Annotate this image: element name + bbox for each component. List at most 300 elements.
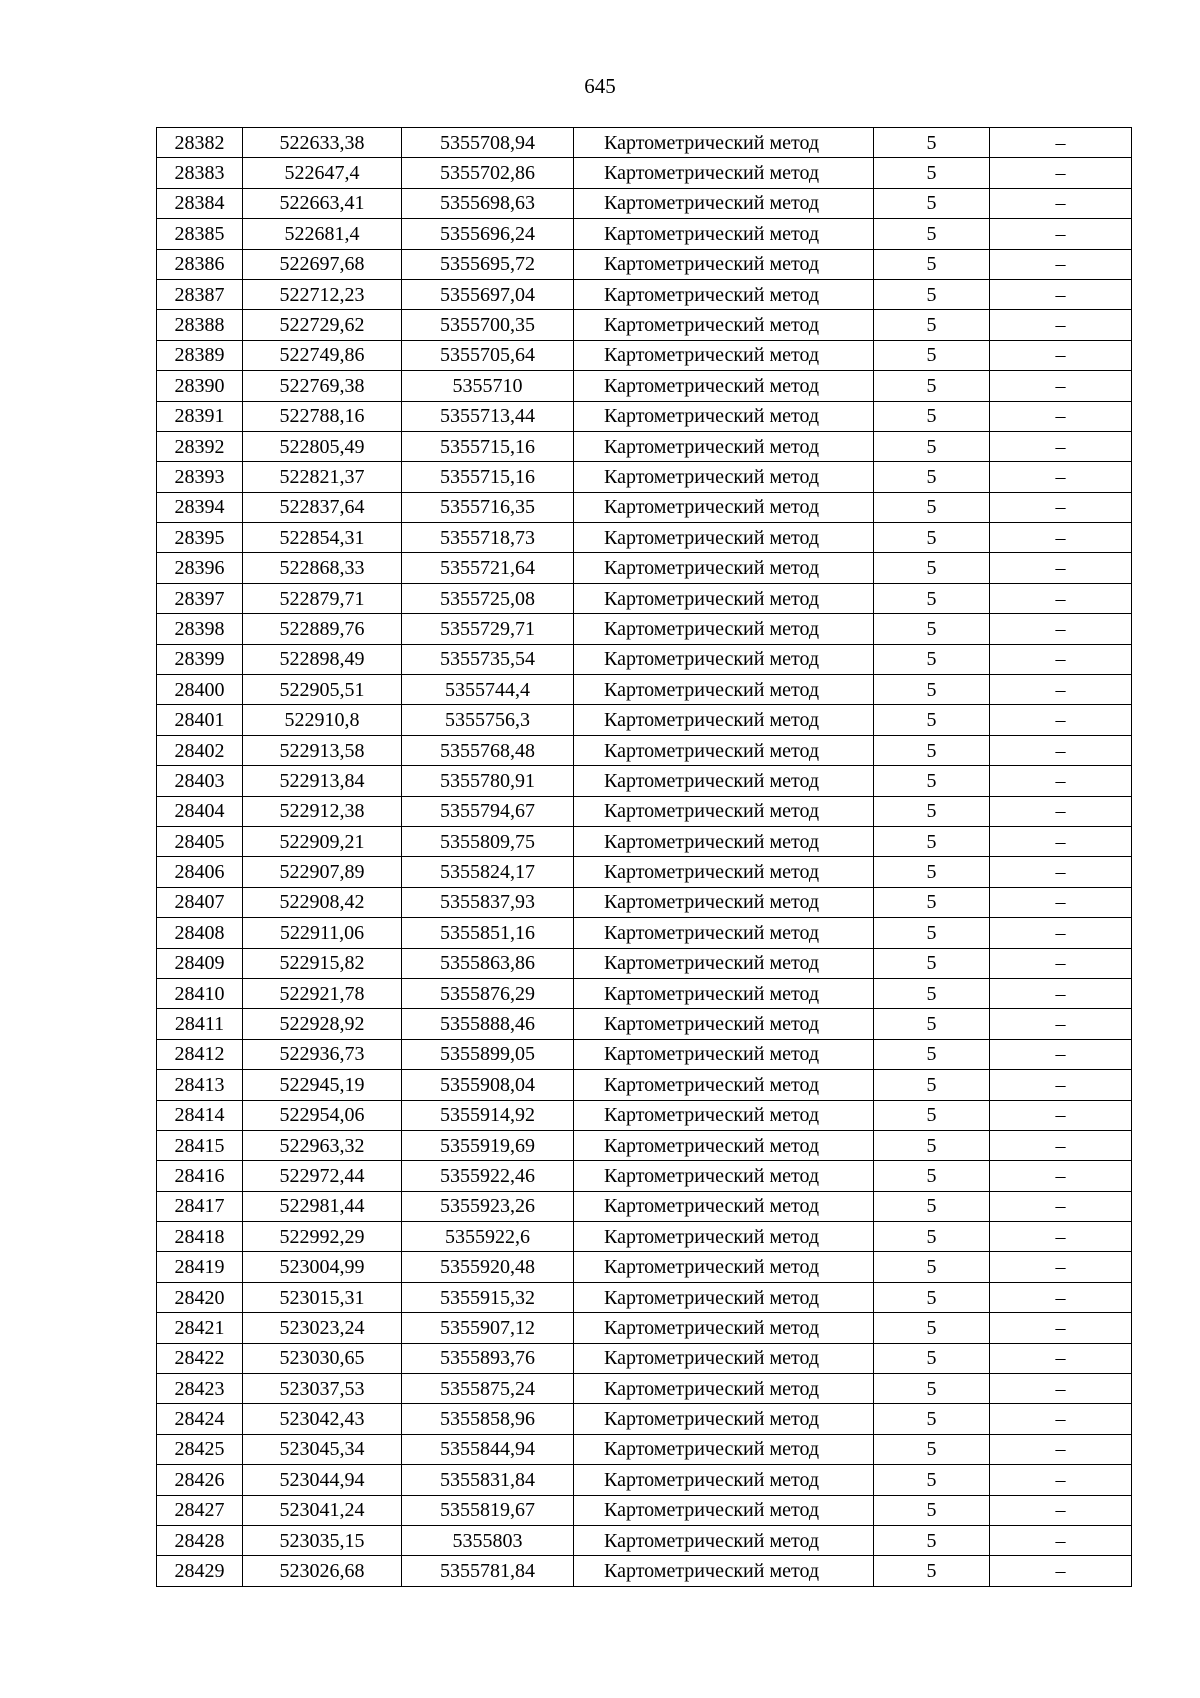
method-cell: Картометрический метод — [574, 371, 874, 401]
accuracy-cell: 5 — [874, 340, 990, 370]
x-coordinate-cell: 523042,43 — [243, 1404, 402, 1434]
table-row — [157, 1252, 1132, 1282]
note-cell: – — [990, 918, 1132, 948]
table-row — [157, 1465, 1132, 1495]
point-number-cell: 28416 — [157, 1161, 243, 1191]
accuracy-cell: 5 — [874, 371, 990, 401]
method-cell: Картометрический метод — [574, 705, 874, 735]
y-coordinate-cell: 5355914,92 — [402, 1100, 574, 1130]
table-row — [157, 310, 1132, 340]
note-cell: – — [990, 1100, 1132, 1130]
x-coordinate-cell: 522911,06 — [243, 918, 402, 948]
table-row — [157, 1282, 1132, 1312]
note-cell: – — [990, 766, 1132, 796]
note-cell: – — [990, 1495, 1132, 1525]
y-coordinate-cell: 5355698,63 — [402, 188, 574, 218]
table-row — [157, 857, 1132, 887]
x-coordinate-cell: 522928,92 — [243, 1009, 402, 1039]
y-coordinate-cell: 5355710 — [402, 371, 574, 401]
note-cell: – — [990, 857, 1132, 887]
accuracy-cell: 5 — [874, 1100, 990, 1130]
point-number-cell: 28424 — [157, 1404, 243, 1434]
table-row — [157, 887, 1132, 917]
x-coordinate-cell: 523045,34 — [243, 1434, 402, 1464]
point-number-cell: 28398 — [157, 614, 243, 644]
point-number-cell: 28408 — [157, 918, 243, 948]
accuracy-cell: 5 — [874, 1434, 990, 1464]
y-coordinate-cell: 5355831,84 — [402, 1465, 574, 1495]
accuracy-cell: 5 — [874, 675, 990, 705]
y-coordinate-cell: 5355907,12 — [402, 1313, 574, 1343]
y-coordinate-cell: 5355756,3 — [402, 705, 574, 735]
table-row — [157, 1343, 1132, 1373]
method-cell: Картометрический метод — [574, 1434, 874, 1464]
point-number-cell: 28383 — [157, 158, 243, 188]
accuracy-cell: 5 — [874, 1070, 990, 1100]
y-coordinate-cell: 5355893,76 — [402, 1343, 574, 1373]
method-cell: Картометрический метод — [574, 1495, 874, 1525]
note-cell: – — [990, 279, 1132, 309]
table-row — [157, 431, 1132, 461]
note-cell: – — [990, 1556, 1132, 1586]
coordinates-table-body — [157, 128, 1132, 1587]
x-coordinate-cell: 522992,29 — [243, 1222, 402, 1252]
y-coordinate-cell: 5355794,67 — [402, 796, 574, 826]
point-number-cell: 28396 — [157, 553, 243, 583]
method-cell: Картометрический метод — [574, 1313, 874, 1343]
accuracy-cell: 5 — [874, 826, 990, 856]
table-row — [157, 401, 1132, 431]
method-cell: Картометрический метод — [574, 1191, 874, 1221]
table-row — [157, 583, 1132, 613]
method-cell: Картометрический метод — [574, 523, 874, 553]
note-cell: – — [990, 1282, 1132, 1312]
note-cell: – — [990, 462, 1132, 492]
method-cell: Картометрический метод — [574, 1252, 874, 1282]
x-coordinate-cell: 523015,31 — [243, 1282, 402, 1312]
point-number-cell: 28384 — [157, 188, 243, 218]
accuracy-cell: 5 — [874, 614, 990, 644]
y-coordinate-cell: 5355768,48 — [402, 735, 574, 765]
y-coordinate-cell: 5355837,93 — [402, 887, 574, 917]
x-coordinate-cell: 522913,58 — [243, 735, 402, 765]
y-coordinate-cell: 5355700,35 — [402, 310, 574, 340]
note-cell: – — [990, 796, 1132, 826]
table-row — [157, 128, 1132, 158]
table-row — [157, 796, 1132, 826]
y-coordinate-cell: 5355721,64 — [402, 553, 574, 583]
point-number-cell: 28421 — [157, 1313, 243, 1343]
point-number-cell: 28418 — [157, 1222, 243, 1252]
point-number-cell: 28413 — [157, 1070, 243, 1100]
table-row — [157, 462, 1132, 492]
point-number-cell: 28382 — [157, 128, 243, 158]
method-cell: Картометрический метод — [574, 340, 874, 370]
table-row — [157, 1222, 1132, 1252]
point-number-cell: 28414 — [157, 1100, 243, 1130]
point-number-cell: 28386 — [157, 249, 243, 279]
x-coordinate-cell: 522837,64 — [243, 492, 402, 522]
table-row — [157, 279, 1132, 309]
note-cell: – — [990, 1374, 1132, 1404]
x-coordinate-cell: 522910,8 — [243, 705, 402, 735]
y-coordinate-cell: 5355705,64 — [402, 340, 574, 370]
point-number-cell: 28406 — [157, 857, 243, 887]
method-cell: Картометрический метод — [574, 918, 874, 948]
y-coordinate-cell: 5355819,67 — [402, 1495, 574, 1525]
accuracy-cell: 5 — [874, 705, 990, 735]
method-cell: Картометрический метод — [574, 310, 874, 340]
x-coordinate-cell: 522981,44 — [243, 1191, 402, 1221]
note-cell: – — [990, 583, 1132, 613]
note-cell: – — [990, 1313, 1132, 1343]
point-number-cell: 28411 — [157, 1009, 243, 1039]
point-number-cell: 28388 — [157, 310, 243, 340]
table-row — [157, 219, 1132, 249]
accuracy-cell: 5 — [874, 583, 990, 613]
x-coordinate-cell: 522972,44 — [243, 1161, 402, 1191]
note-cell: – — [990, 1009, 1132, 1039]
y-coordinate-cell: 5355919,69 — [402, 1130, 574, 1160]
x-coordinate-cell: 522769,38 — [243, 371, 402, 401]
coordinates-table — [156, 127, 1132, 1587]
accuracy-cell: 5 — [874, 1495, 990, 1525]
method-cell: Картометрический метод — [574, 1282, 874, 1312]
note-cell: – — [990, 1222, 1132, 1252]
accuracy-cell: 5 — [874, 1404, 990, 1434]
method-cell: Картометрический метод — [574, 553, 874, 583]
page-number: 645 — [584, 74, 616, 98]
accuracy-cell: 5 — [874, 766, 990, 796]
note-cell: – — [990, 1039, 1132, 1069]
y-coordinate-cell: 5355888,46 — [402, 1009, 574, 1039]
accuracy-cell: 5 — [874, 1222, 990, 1252]
method-cell: Картометрический метод — [574, 887, 874, 917]
point-number-cell: 28419 — [157, 1252, 243, 1282]
y-coordinate-cell: 5355899,05 — [402, 1039, 574, 1069]
x-coordinate-cell: 523030,65 — [243, 1343, 402, 1373]
note-cell: – — [990, 310, 1132, 340]
method-cell: Картометрический метод — [574, 978, 874, 1008]
note-cell: – — [990, 614, 1132, 644]
x-coordinate-cell: 522915,82 — [243, 948, 402, 978]
point-number-cell: 28405 — [157, 826, 243, 856]
y-coordinate-cell: 5355858,96 — [402, 1404, 574, 1434]
accuracy-cell: 5 — [874, 462, 990, 492]
x-coordinate-cell: 523037,53 — [243, 1374, 402, 1404]
table-row — [157, 1130, 1132, 1160]
accuracy-cell: 5 — [874, 431, 990, 461]
accuracy-cell: 5 — [874, 1343, 990, 1373]
accuracy-cell: 5 — [874, 1282, 990, 1312]
table-row — [157, 1404, 1132, 1434]
point-number-cell: 28429 — [157, 1556, 243, 1586]
method-cell: Картометрический метод — [574, 766, 874, 796]
x-coordinate-cell: 522908,42 — [243, 887, 402, 917]
x-coordinate-cell: 523041,24 — [243, 1495, 402, 1525]
x-coordinate-cell: 522954,06 — [243, 1100, 402, 1130]
point-number-cell: 28385 — [157, 219, 243, 249]
x-coordinate-cell: 522936,73 — [243, 1039, 402, 1069]
method-cell: Картометрический метод — [574, 1343, 874, 1373]
method-cell: Картометрический метод — [574, 857, 874, 887]
accuracy-cell: 5 — [874, 1525, 990, 1555]
y-coordinate-cell: 5355729,71 — [402, 614, 574, 644]
x-coordinate-cell: 522912,38 — [243, 796, 402, 826]
method-cell: Картометрический метод — [574, 1374, 874, 1404]
y-coordinate-cell: 5355702,86 — [402, 158, 574, 188]
note-cell: – — [990, 128, 1132, 158]
table-row — [157, 371, 1132, 401]
point-number-cell: 28399 — [157, 644, 243, 674]
point-number-cell: 28393 — [157, 462, 243, 492]
method-cell: Картометрический метод — [574, 1465, 874, 1495]
table-row — [157, 1039, 1132, 1069]
x-coordinate-cell: 523044,94 — [243, 1465, 402, 1495]
y-coordinate-cell: 5355715,16 — [402, 462, 574, 492]
y-coordinate-cell: 5355863,86 — [402, 948, 574, 978]
accuracy-cell: 5 — [874, 1556, 990, 1586]
x-coordinate-cell: 522905,51 — [243, 675, 402, 705]
x-coordinate-cell: 522963,32 — [243, 1130, 402, 1160]
x-coordinate-cell: 522898,49 — [243, 644, 402, 674]
x-coordinate-cell: 523023,24 — [243, 1313, 402, 1343]
accuracy-cell: 5 — [874, 735, 990, 765]
y-coordinate-cell: 5355920,48 — [402, 1252, 574, 1282]
accuracy-cell: 5 — [874, 887, 990, 917]
method-cell: Картометрический метод — [574, 583, 874, 613]
method-cell: Картометрический метод — [574, 644, 874, 674]
point-number-cell: 28428 — [157, 1525, 243, 1555]
method-cell: Картометрический метод — [574, 1222, 874, 1252]
table-row — [157, 1009, 1132, 1039]
y-coordinate-cell: 5355781,84 — [402, 1556, 574, 1586]
method-cell: Картометрический метод — [574, 431, 874, 461]
point-number-cell: 28410 — [157, 978, 243, 1008]
note-cell: – — [990, 340, 1132, 370]
accuracy-cell: 5 — [874, 857, 990, 887]
x-coordinate-cell: 522633,38 — [243, 128, 402, 158]
x-coordinate-cell: 522821,37 — [243, 462, 402, 492]
note-cell: – — [990, 219, 1132, 249]
note-cell: – — [990, 158, 1132, 188]
accuracy-cell: 5 — [874, 1130, 990, 1160]
method-cell: Картометрический метод — [574, 462, 874, 492]
point-number-cell: 28412 — [157, 1039, 243, 1069]
y-coordinate-cell: 5355725,08 — [402, 583, 574, 613]
x-coordinate-cell: 522788,16 — [243, 401, 402, 431]
point-number-cell: 28422 — [157, 1343, 243, 1373]
y-coordinate-cell: 5355735,54 — [402, 644, 574, 674]
note-cell: – — [990, 1434, 1132, 1464]
y-coordinate-cell: 5355824,17 — [402, 857, 574, 887]
accuracy-cell: 5 — [874, 158, 990, 188]
y-coordinate-cell: 5355922,6 — [402, 1222, 574, 1252]
accuracy-cell: 5 — [874, 1252, 990, 1282]
x-coordinate-cell: 522868,33 — [243, 553, 402, 583]
accuracy-cell: 5 — [874, 188, 990, 218]
point-number-cell: 28387 — [157, 279, 243, 309]
y-coordinate-cell: 5355696,24 — [402, 219, 574, 249]
table-row — [157, 249, 1132, 279]
table-row — [157, 675, 1132, 705]
method-cell: Картометрический метод — [574, 219, 874, 249]
table-row — [157, 523, 1132, 553]
point-number-cell: 28402 — [157, 735, 243, 765]
table-row — [157, 614, 1132, 644]
x-coordinate-cell: 522712,23 — [243, 279, 402, 309]
x-coordinate-cell: 522907,89 — [243, 857, 402, 887]
accuracy-cell: 5 — [874, 796, 990, 826]
note-cell: – — [990, 735, 1132, 765]
method-cell: Картометрический метод — [574, 279, 874, 309]
note-cell: – — [990, 826, 1132, 856]
note-cell: – — [990, 1130, 1132, 1160]
accuracy-cell: 5 — [874, 219, 990, 249]
table-row — [157, 1161, 1132, 1191]
table-row — [157, 766, 1132, 796]
point-number-cell: 28404 — [157, 796, 243, 826]
point-number-cell: 28409 — [157, 948, 243, 978]
y-coordinate-cell: 5355715,16 — [402, 431, 574, 461]
accuracy-cell: 5 — [874, 1039, 990, 1069]
table-row — [157, 1495, 1132, 1525]
y-coordinate-cell: 5355718,73 — [402, 523, 574, 553]
note-cell: – — [990, 249, 1132, 279]
note-cell: – — [990, 401, 1132, 431]
table-row — [157, 918, 1132, 948]
accuracy-cell: 5 — [874, 553, 990, 583]
table-row — [157, 644, 1132, 674]
method-cell: Картометрический метод — [574, 1070, 874, 1100]
x-coordinate-cell: 523035,15 — [243, 1525, 402, 1555]
point-number-cell: 28400 — [157, 675, 243, 705]
accuracy-cell: 5 — [874, 249, 990, 279]
accuracy-cell: 5 — [874, 492, 990, 522]
point-number-cell: 28394 — [157, 492, 243, 522]
point-number-cell: 28401 — [157, 705, 243, 735]
point-number-cell: 28427 — [157, 1495, 243, 1525]
accuracy-cell: 5 — [874, 948, 990, 978]
accuracy-cell: 5 — [874, 1009, 990, 1039]
note-cell: – — [990, 1191, 1132, 1221]
x-coordinate-cell: 523026,68 — [243, 1556, 402, 1586]
note-cell: – — [990, 644, 1132, 674]
y-coordinate-cell: 5355844,94 — [402, 1434, 574, 1464]
note-cell: – — [990, 887, 1132, 917]
method-cell: Картометрический метод — [574, 1556, 874, 1586]
accuracy-cell: 5 — [874, 1161, 990, 1191]
table-row — [157, 735, 1132, 765]
note-cell: – — [990, 1465, 1132, 1495]
note-cell: – — [990, 553, 1132, 583]
y-coordinate-cell: 5355716,35 — [402, 492, 574, 522]
accuracy-cell: 5 — [874, 918, 990, 948]
method-cell: Картометрический метод — [574, 1404, 874, 1434]
table-row — [157, 1556, 1132, 1586]
x-coordinate-cell: 522921,78 — [243, 978, 402, 1008]
point-number-cell: 28420 — [157, 1282, 243, 1312]
accuracy-cell: 5 — [874, 279, 990, 309]
x-coordinate-cell: 522749,86 — [243, 340, 402, 370]
point-number-cell: 28415 — [157, 1130, 243, 1160]
table-row — [157, 948, 1132, 978]
y-coordinate-cell: 5355809,75 — [402, 826, 574, 856]
method-cell: Картометрический метод — [574, 1009, 874, 1039]
method-cell: Картометрический метод — [574, 1525, 874, 1555]
y-coordinate-cell: 5355780,91 — [402, 766, 574, 796]
note-cell: – — [990, 1404, 1132, 1434]
table-row — [157, 1313, 1132, 1343]
method-cell: Картометрический метод — [574, 948, 874, 978]
x-coordinate-cell: 522729,62 — [243, 310, 402, 340]
table-row — [157, 340, 1132, 370]
x-coordinate-cell: 522909,21 — [243, 826, 402, 856]
x-coordinate-cell: 522647,4 — [243, 158, 402, 188]
y-coordinate-cell: 5355922,46 — [402, 1161, 574, 1191]
table-row — [157, 553, 1132, 583]
method-cell: Картометрический метод — [574, 614, 874, 644]
x-coordinate-cell: 523004,99 — [243, 1252, 402, 1282]
y-coordinate-cell: 5355695,72 — [402, 249, 574, 279]
accuracy-cell: 5 — [874, 1374, 990, 1404]
y-coordinate-cell: 5355923,26 — [402, 1191, 574, 1221]
x-coordinate-cell: 522697,68 — [243, 249, 402, 279]
method-cell: Картометрический метод — [574, 128, 874, 158]
point-number-cell: 28397 — [157, 583, 243, 613]
point-number-cell: 28390 — [157, 371, 243, 401]
table-row — [157, 705, 1132, 735]
point-number-cell: 28391 — [157, 401, 243, 431]
y-coordinate-cell: 5355697,04 — [402, 279, 574, 309]
table-row — [157, 978, 1132, 1008]
accuracy-cell: 5 — [874, 978, 990, 1008]
point-number-cell: 28426 — [157, 1465, 243, 1495]
y-coordinate-cell: 5355744,4 — [402, 675, 574, 705]
table-row — [157, 1374, 1132, 1404]
y-coordinate-cell: 5355908,04 — [402, 1070, 574, 1100]
accuracy-cell: 5 — [874, 1191, 990, 1221]
y-coordinate-cell: 5355876,29 — [402, 978, 574, 1008]
table-row — [157, 1070, 1132, 1100]
accuracy-cell: 5 — [874, 523, 990, 553]
accuracy-cell: 5 — [874, 401, 990, 431]
table-row — [157, 492, 1132, 522]
x-coordinate-cell: 522913,84 — [243, 766, 402, 796]
table-row — [157, 188, 1132, 218]
accuracy-cell: 5 — [874, 1313, 990, 1343]
x-coordinate-cell: 522681,4 — [243, 219, 402, 249]
method-cell: Картометрический метод — [574, 1130, 874, 1160]
note-cell: – — [990, 188, 1132, 218]
method-cell: Картометрический метод — [574, 492, 874, 522]
accuracy-cell: 5 — [874, 310, 990, 340]
point-number-cell: 28425 — [157, 1434, 243, 1464]
x-coordinate-cell: 522663,41 — [243, 188, 402, 218]
method-cell: Картометрический метод — [574, 826, 874, 856]
table-row — [157, 1525, 1132, 1555]
table-row — [157, 1100, 1132, 1130]
note-cell: – — [990, 431, 1132, 461]
method-cell: Картометрический метод — [574, 796, 874, 826]
point-number-cell: 28395 — [157, 523, 243, 553]
point-number-cell: 28389 — [157, 340, 243, 370]
point-number-cell: 28423 — [157, 1374, 243, 1404]
note-cell: – — [990, 675, 1132, 705]
note-cell: – — [990, 948, 1132, 978]
method-cell: Картометрический метод — [574, 675, 874, 705]
y-coordinate-cell: 5355713,44 — [402, 401, 574, 431]
